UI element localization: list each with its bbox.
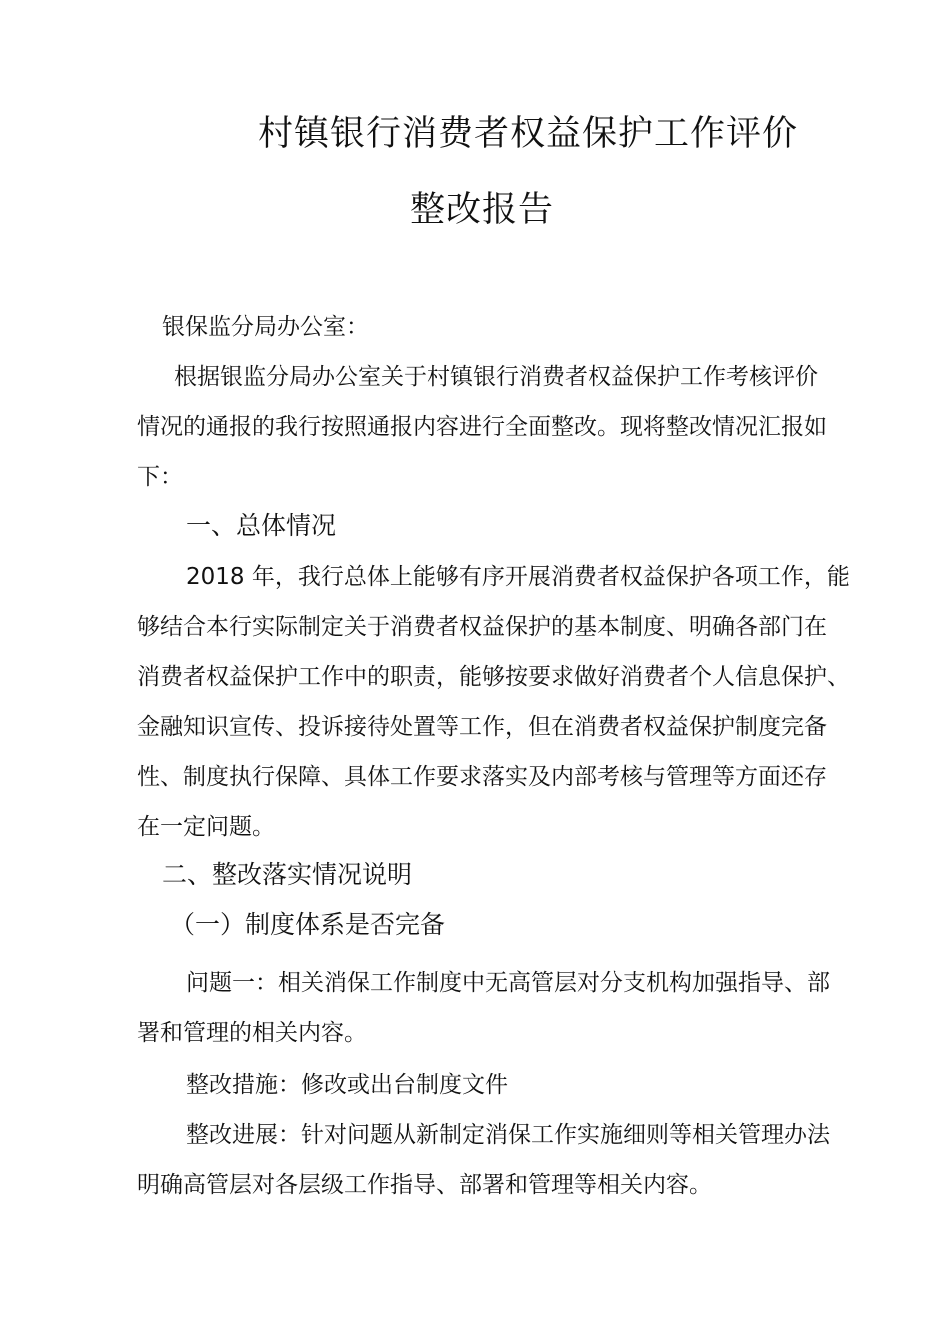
section-1-line-6: 在一定问题。 <box>137 814 275 840</box>
document-title-line-2: 整改报告 <box>410 190 555 230</box>
measure-1: 整改措施：修改或出台制度文件 <box>186 1072 508 1098</box>
subsection-1-heading: （一）制度体系是否完备 <box>170 910 446 939</box>
problem-1-line-1: 问题一：相关消保工作制度中无高管层对分支机构加强指导、部 <box>186 970 830 996</box>
intro-line-1: 根据银监分局办公室关于村镇银行消费者权益保护工作考核评价 <box>174 364 818 390</box>
document-title-line-1: 村镇银行消费者权益保护工作评价 <box>258 114 799 154</box>
section-1-heading: 一、总体情况 <box>186 511 337 540</box>
section-1-line-3: 消费者权益保护工作中的职责，能够按要求做好消费者个人信息保护、 <box>137 664 850 690</box>
intro-line-3: 下： <box>137 464 183 490</box>
section-2-heading: 二、整改落实情况说明 <box>162 860 413 889</box>
section-1-line-5: 性、制度执行保障、具体工作要求落实及内部考核与管理等方面还存 <box>137 764 827 790</box>
progress-1-line-1: 整改进展：针对问题从新制定消保工作实施细则等相关管理办法 <box>186 1122 830 1148</box>
salutation: 银保监分局办公室： <box>162 314 369 340</box>
problem-1-line-2: 署和管理的相关内容。 <box>137 1020 367 1046</box>
progress-1-line-2: 明确高管层对各层级工作指导、部署和管理等相关内容。 <box>137 1172 712 1198</box>
intro-line-2: 情况的通报的我行按照通报内容进行全面整改。现将整改情况汇报如 <box>137 414 827 440</box>
section-1-line-4: 金融知识宣传、投诉接待处置等工作，但在消费者权益保护制度完备 <box>137 714 827 740</box>
section-1-line-2: 够结合本行实际制定关于消费者权益保护的基本制度、明确各部门在 <box>137 614 827 640</box>
section-1-line-1: 2018 年，我行总体上能够有序开展消费者权益保护各项工作，能 <box>186 564 850 590</box>
